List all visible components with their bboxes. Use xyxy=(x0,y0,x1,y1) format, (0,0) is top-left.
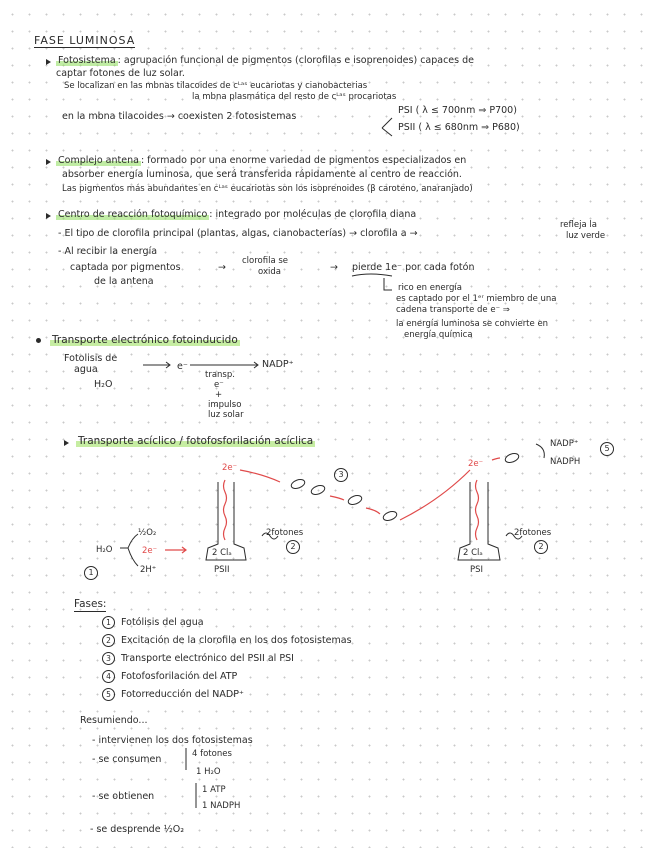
fotones-psi: 2fotones xyxy=(514,528,552,538)
step-3-badge: 3 xyxy=(334,468,348,482)
two-e-top: 2e⁻ xyxy=(222,463,238,473)
resumen-heading: Resumiendo... xyxy=(80,715,148,726)
fase-item xyxy=(102,688,244,701)
fase-item xyxy=(102,634,352,647)
fase-number: 1 xyxy=(102,616,115,629)
split-down xyxy=(128,548,138,566)
centro-line4a: captada por pigmentos xyxy=(70,262,181,273)
chain-arrow xyxy=(366,508,380,514)
complejo-def: : formado por una enorme variedad de pigmentos especializados en xyxy=(140,155,467,166)
carrier-oval xyxy=(347,494,363,506)
fase-text: Fotorreducción del NADP⁺ xyxy=(121,689,244,700)
note-5: energía química xyxy=(404,330,473,340)
complejo-line2: absorber energía luminosa, que será transferida rápidamente al centro de reacción. xyxy=(62,169,462,180)
chain-arrow xyxy=(492,458,500,460)
transp-5: luz solar xyxy=(208,410,244,420)
fases-heading: Fases: xyxy=(74,598,107,610)
complejo-term: Complejo antena xyxy=(58,155,139,166)
fase-item xyxy=(102,616,204,629)
luzverde-text: luz verde xyxy=(566,231,606,241)
chain-arrow xyxy=(240,470,280,482)
centro-def: : integrado por moléculas de clorofila diana xyxy=(209,209,417,220)
psii-wave xyxy=(224,480,227,540)
clorofila-se: clorofila se xyxy=(242,256,289,266)
resumen-l3: - se obtienen xyxy=(92,791,155,802)
chain-arrow xyxy=(330,496,344,500)
resumen-l2: - se consumen xyxy=(92,754,162,765)
transp-3: + xyxy=(215,390,223,400)
carrier-oval xyxy=(504,452,520,464)
step-2-badge: 2 xyxy=(286,540,300,554)
resumen-l3a: 1 ATP xyxy=(202,785,226,795)
electron-label: e⁻ xyxy=(177,361,188,372)
resumen-l2b: 1 H₂O xyxy=(196,767,221,777)
fase-text: Excitación de la clorofila en los dos fotosistemas xyxy=(121,635,352,646)
split-up xyxy=(128,534,138,548)
aciclico-heading-text: Transporte acíclico / fotofosforilación acíclica xyxy=(78,435,314,447)
resumen-l3b: 1 NADPH xyxy=(202,801,241,811)
nadph-label: NADPH xyxy=(550,457,581,467)
fotolisis-h2o: H₂O xyxy=(94,379,113,390)
fotosistema-line5: en la mbna tilacoides → coexisten 2 fotosistemas xyxy=(62,111,297,122)
note-3: cadena transporte de e⁻ ⇒ xyxy=(396,305,510,315)
cla-psii: 2 Clₐ xyxy=(212,548,232,558)
ps2-line: PSII ( λ ≤ 680nm ⇒ P680) xyxy=(398,122,520,133)
step-2b-badge: 2 xyxy=(534,540,548,554)
fase-number: 5 xyxy=(102,688,115,701)
oxida: oxida xyxy=(258,267,281,277)
step-1-badge: 1 xyxy=(84,566,98,580)
arrow-1: → xyxy=(218,262,226,273)
chain-arrow xyxy=(400,470,470,520)
transporte-heading-text: Transporte electrónico fotoinducido xyxy=(52,334,238,346)
carrier-oval xyxy=(290,478,306,490)
split-arrow xyxy=(382,118,392,136)
fotosistema-line2: captar fotones de luz solar. xyxy=(56,68,185,79)
pierde-brace xyxy=(352,274,392,276)
transp-1: transp. xyxy=(205,370,235,380)
centro-line3: - Al recibir la energía xyxy=(58,246,158,257)
half-o2-label: ½O₂ xyxy=(138,528,157,538)
resumen-l4: - se desprende ½O₂ xyxy=(90,824,185,835)
step-5-badge: 5 xyxy=(600,442,614,456)
two-e-label: 2e⁻ xyxy=(142,546,158,556)
ps1-line: PSI ( λ ≤ 700nm ⇒ P700) xyxy=(398,105,517,116)
note-1: rico en energía xyxy=(398,283,462,293)
two-e-right: 2e⁻ xyxy=(468,459,484,469)
two-h-label: 2H⁺ xyxy=(140,565,157,575)
centro-line2: - El tipo de clorofila principal (plantas, algas, cianobacterías) → clorofila a → xyxy=(58,228,418,239)
fotolisis-2: agua xyxy=(74,364,98,375)
fotosistema-term: Fotosistema xyxy=(58,55,116,66)
fase-number: 2 xyxy=(102,634,115,647)
fases-heading-text: Fases xyxy=(74,598,103,610)
psi-label: PSI xyxy=(470,565,484,575)
transp-2: e⁻ xyxy=(214,380,224,390)
pierde-text: pierde 1e⁻ por cada fotón xyxy=(352,262,475,273)
psii-label: PSII xyxy=(214,565,230,575)
fotosistema-def: : agrupación funcional de pigmentos (clorofilas e isoprenoides) capaces de xyxy=(117,55,474,66)
fase-item xyxy=(102,670,237,683)
fotosistema-line4: la mbna plasmática del resto de cᴸᵃˢ procariotas xyxy=(192,92,397,102)
arrow-2: → xyxy=(330,262,338,273)
nadp-arrow xyxy=(536,444,544,458)
fotolisis-1: Fotolisis de xyxy=(64,353,118,364)
fase-text: Fotólisis del agua xyxy=(121,617,204,628)
carrier-oval xyxy=(382,510,398,522)
centro-line4b: de la antena xyxy=(94,276,154,287)
h2o-label: H₂O xyxy=(96,545,113,555)
note-2: es captado por el 1ᵉʳ miembro de una xyxy=(396,294,557,304)
pierde-hook xyxy=(384,278,392,290)
centro-term: Centro de reacción fotoquímico xyxy=(58,209,208,220)
note-4: la energía luminosa se convierte en xyxy=(396,319,549,329)
fase-text: Transporte electrónico del PSII al PSI xyxy=(121,653,294,664)
nadp-plus: NADP⁺ xyxy=(550,439,579,449)
fase-text: Fotofosforilación del ATP xyxy=(121,671,238,682)
fase-item xyxy=(102,652,294,665)
refleja-text: refleja la xyxy=(560,220,597,230)
fase-number: 3 xyxy=(102,652,115,665)
page-title: FASE LUMINOSA xyxy=(34,34,136,47)
cla-psi: 2 Clₐ xyxy=(463,548,483,558)
resumen-l1: - intervienen los dos fotosistemas xyxy=(92,735,253,746)
fotones-psii: 2fotones xyxy=(266,528,304,538)
fotosistema-line3: Se localizan en las mbnas tilacoides de cᴸᵃˢ eucariotas y cianobacterias xyxy=(64,81,368,91)
fase-number: 4 xyxy=(102,670,115,683)
psi-wave xyxy=(476,480,479,540)
complejo-line3: Las pigmentos más abundantes en cᴸᵃˢ eucariotas son los isoprenoides (β caroteno, anaranjado) xyxy=(62,184,473,194)
resumen-l2a: 4 fotones xyxy=(192,749,232,759)
transp-4: impulso xyxy=(208,400,242,410)
nadp-label: NADP⁺ xyxy=(262,359,294,370)
carrier-oval xyxy=(310,484,326,496)
